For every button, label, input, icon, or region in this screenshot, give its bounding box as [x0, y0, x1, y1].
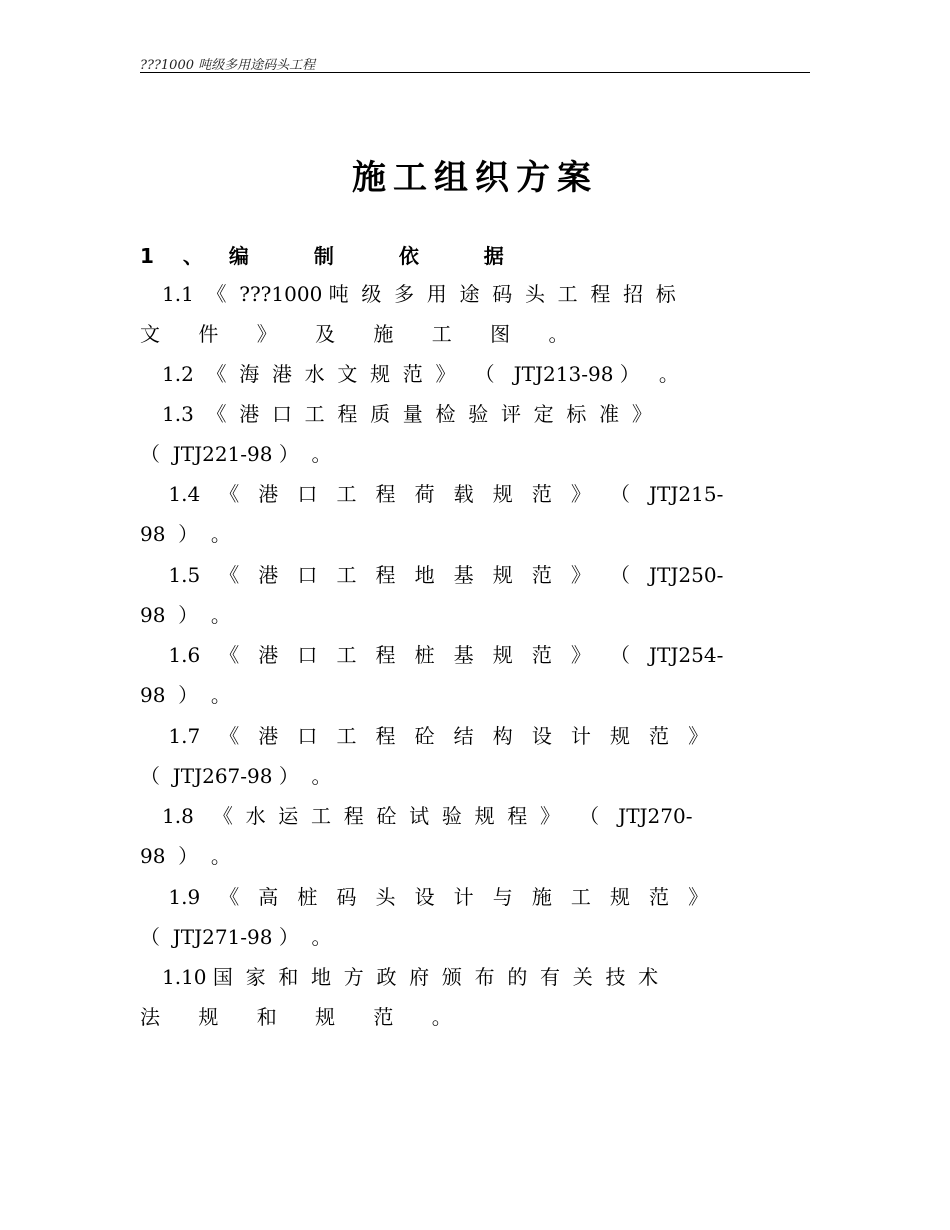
reference-line: （ JTJ221-98 ） 。 — [140, 442, 332, 466]
reference-line: 法 规 和 规 范 。 — [140, 1005, 468, 1029]
reference-line: 1.5 《 港 口 工 程 地 基 规 范 》 （ JTJ250- — [162, 563, 724, 587]
reference-line: 1.8 《 水 运 工 程 砼 试 验 规 程 》 （ JTJ270- — [162, 804, 693, 828]
reference-line: （ JTJ267-98 ） 。 — [140, 764, 332, 788]
reference-line: 1.6 《 港 口 工 程 桩 基 规 范 》 （ JTJ254- — [162, 643, 724, 667]
section-heading-text: 编 制 依 据 — [228, 244, 522, 268]
reference-line: 98 ） 。 — [140, 683, 231, 707]
reference-line: 98 ） 。 — [140, 844, 231, 868]
reference-line: 1.7 《 港 口 工 程 砼 结 构 设 计 规 范 》 — [162, 724, 709, 748]
document-title: 施工组织方案 — [352, 158, 598, 198]
section-heading — [140, 240, 522, 269]
reference-line: 文 件 》 及 施 工 图 。 — [140, 322, 585, 346]
reference-line: 1.2 《 海 港 水 文 规 范 》 （ JTJ213-98 ） 。 — [162, 362, 679, 386]
section-number: 1 、 — [140, 244, 203, 268]
reference-line: 1.1 《 ???1000 吨 级 多 用 途 码 头 工 程 招 标 — [162, 282, 676, 306]
page-header: ???1000 吨级多用途码头工程 — [140, 58, 316, 73]
reference-line: 1.3 《 港 口 工 程 质 量 检 验 评 定 标 准 》 — [162, 402, 652, 426]
reference-line: 98 ） 。 — [140, 603, 231, 627]
reference-line: （ JTJ271-98 ） 。 — [140, 925, 332, 949]
reference-line: 1.9 《 高 桩 码 头 设 计 与 施 工 规 范 》 — [162, 885, 709, 909]
reference-line: 98 ） 。 — [140, 522, 231, 546]
header-divider — [140, 72, 810, 73]
reference-line: 1.10 国 家 和 地 方 政 府 颁 布 的 有 关 技 术 — [162, 965, 659, 989]
reference-line: 1.4 《 港 口 工 程 荷 载 规 范 》 （ JTJ215- — [162, 482, 724, 506]
